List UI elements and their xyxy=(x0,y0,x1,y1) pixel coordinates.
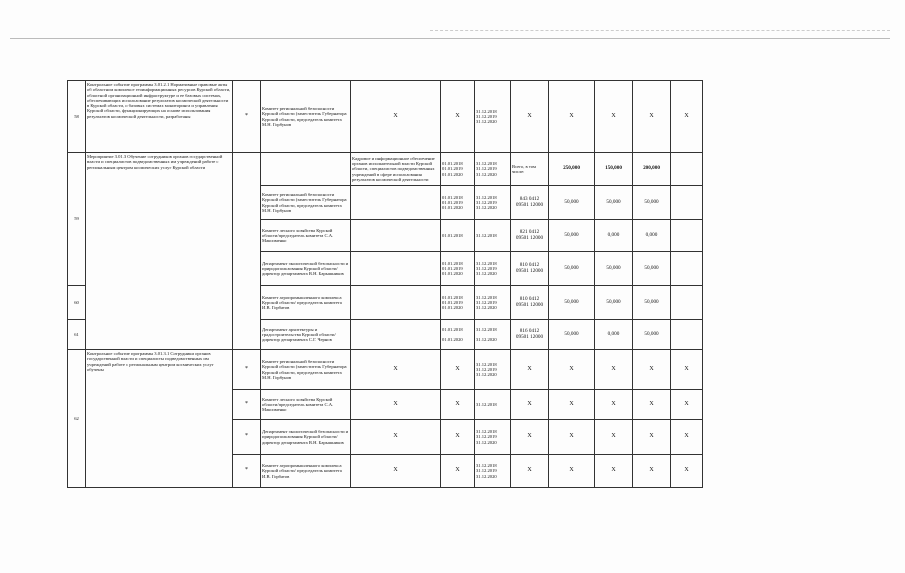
x-cell: X xyxy=(351,390,441,420)
end-dates: 31.12.2018 31.12.2019 31.12.2020 xyxy=(475,286,511,320)
end-dates: 31.12.2018 31.12.2019 31.12.2020 xyxy=(475,350,511,390)
page-rule-dashed xyxy=(430,30,890,31)
empty-cell xyxy=(671,220,703,252)
empty-cell xyxy=(671,286,703,320)
row-number: 60 xyxy=(68,286,86,320)
start-dates: 01.01.2018 01.01.2019 01.01.2020 xyxy=(441,186,475,220)
responsible-executor: Комитет региональной безопасности Курской области (заместитель Губернатора Курской области, председатель комитета М.Н. Горбунов xyxy=(261,81,351,153)
x-cell: X xyxy=(633,455,671,488)
amount-2020: 50,000 xyxy=(633,186,671,220)
empty-cell xyxy=(671,320,703,350)
table-row xyxy=(68,153,703,186)
marker-cell: * xyxy=(233,81,261,153)
page-rule xyxy=(10,38,890,39)
amount-2018: 50,000 xyxy=(549,220,595,252)
x-cell: X xyxy=(549,420,595,455)
start-dates: 01.01.2018 01.01.2019 01.01.2020 xyxy=(441,286,475,320)
x-cell: X xyxy=(351,455,441,488)
start-dates: 01.01.2018 01.01.2019 01.01.2020 xyxy=(441,153,475,186)
row-number: 61 xyxy=(68,320,86,350)
x-cell: X xyxy=(511,390,549,420)
x-cell: X xyxy=(441,81,475,153)
x-cell: X xyxy=(441,390,475,420)
end-dates: 31.12.2018 31.12.2019 31.12.2020 xyxy=(475,455,511,488)
responsible-executor: Департамент экологической безопасности и природопользования Курской области/ директор департамента В.Н. Барышников xyxy=(261,252,351,286)
amount-2018: 50,000 xyxy=(549,286,595,320)
empty-cell xyxy=(671,186,703,220)
responsible-executor: Комитет лесного хозяйства Курской области/председатель комитета С.А. Максименко xyxy=(261,390,351,420)
empty-cell xyxy=(351,286,441,320)
responsible-executor: Комитет региональной безопасности Курской области (заместитель Губернатора Курской области, председатель комитета М.Н. Горбунов xyxy=(261,186,351,220)
x-cell: X xyxy=(511,350,549,390)
amount-2019: 150,000 xyxy=(595,153,633,186)
end-dates: 31.12.2018 31.12.2019 31.12.2020 xyxy=(475,252,511,286)
x-cell: X xyxy=(633,390,671,420)
empty-cell xyxy=(671,252,703,286)
responsible-executor: Комитет агропромышленного комплекса Курской области/ председатель комитета И.В. Горбатов xyxy=(261,286,351,320)
event-description: Мероприятие 3.01.3 Обучение сотрудников органов государственной власти и специалистов подведомственных им учреждений работе с региональным центром космических услуг Курской области xyxy=(86,153,233,350)
amount-2020: 50,000 xyxy=(633,286,671,320)
end-dates: 31.12.2018 31.12.2019 31.12.2020 xyxy=(475,420,511,455)
x-cell: X xyxy=(351,81,441,153)
x-cell: X xyxy=(511,420,549,455)
expected-result: Кадровое и информационное обеспечение органов исполнительной власти Курской области, специалистов подведомственных учреждений в сфере использования результатов космической деятельности xyxy=(351,153,441,186)
row-number: 59 xyxy=(68,153,86,286)
amount-2020: 200,000 xyxy=(633,153,671,186)
x-cell: X xyxy=(441,420,475,455)
x-cell: X xyxy=(549,390,595,420)
amount-2019: 50,000 xyxy=(595,286,633,320)
amount-2020: 50,000 xyxy=(633,320,671,350)
x-cell: X xyxy=(595,390,633,420)
amount-2020: 50,000 xyxy=(633,252,671,286)
end-dates: 31.12.2018 31.12.2020 xyxy=(475,320,511,350)
x-cell: X xyxy=(671,81,703,153)
marker-cell: * xyxy=(233,350,261,390)
x-cell: X xyxy=(549,350,595,390)
x-cell: X xyxy=(549,81,595,153)
x-cell: X xyxy=(595,420,633,455)
marker-cell: * xyxy=(233,420,261,455)
amount-2019: 0,000 xyxy=(595,220,633,252)
amount-2020: 0,000 xyxy=(633,220,671,252)
x-cell: X xyxy=(633,81,671,153)
row-number: 58 xyxy=(68,81,86,153)
x-cell: X xyxy=(351,350,441,390)
responsible-executor: Комитет агропромышленного комплекса Курской области/ председатель комитета И.В. Горбатов xyxy=(261,455,351,488)
table-row xyxy=(68,81,703,153)
end-dates: 31.12.2018 31.12.2019 31.12.2020 xyxy=(475,153,511,186)
amount-2018: 50,000 xyxy=(549,320,595,350)
responsible-executor: Департамент архитектуры и градостроительства Курской области/ директор департамента С.Г. Чернов xyxy=(261,320,351,350)
amount-2018: 250,000 xyxy=(549,153,595,186)
table-row xyxy=(68,350,703,390)
end-dates: 31.12.2018 xyxy=(475,390,511,420)
amount-2018: 50,000 xyxy=(549,186,595,220)
x-cell: X xyxy=(549,455,595,488)
budget-code: 810 0412 09501 12000 xyxy=(511,252,549,286)
x-cell: X xyxy=(671,420,703,455)
budget-code: 810 0412 09501 12000 xyxy=(511,286,549,320)
amount-2019: 50,000 xyxy=(595,252,633,286)
empty-cell xyxy=(351,220,441,252)
budget-code: 821 0412 09501 12000 xyxy=(511,220,549,252)
empty-cell xyxy=(351,186,441,220)
x-cell: X xyxy=(671,455,703,488)
budget-code: 843 0412 09501 12000 xyxy=(511,186,549,220)
end-dates: 31.12.2018 31.12.2019 31.12.2020 xyxy=(475,186,511,220)
x-cell: X xyxy=(595,455,633,488)
amount-2019: 50,000 xyxy=(595,186,633,220)
amount-2018: 50,000 xyxy=(549,252,595,286)
x-cell: X xyxy=(595,81,633,153)
x-cell: X xyxy=(441,455,475,488)
x-cell: X xyxy=(633,420,671,455)
x-cell: X xyxy=(511,81,549,153)
marker-cell xyxy=(233,153,261,350)
start-dates: 01.01.2018 01.01.2019 01.01.2020 xyxy=(441,252,475,286)
x-cell: X xyxy=(671,350,703,390)
x-cell: X xyxy=(511,455,549,488)
end-dates: 31.12.2018 xyxy=(475,220,511,252)
x-cell: X xyxy=(671,390,703,420)
budget-code: Всего, в том числе: xyxy=(511,153,549,186)
row-number: 62 xyxy=(68,350,86,488)
budget-code: 816 0412 09501 12000 xyxy=(511,320,549,350)
marker-cell: * xyxy=(233,390,261,420)
x-cell: X xyxy=(351,420,441,455)
empty-cell xyxy=(671,153,703,186)
responsible-executor: Комитет региональной безопасности Курской области (заместитель Губернатора Курской области, председатель комитета М.Н. Горбунов xyxy=(261,350,351,390)
x-cell: X xyxy=(441,350,475,390)
x-cell: X xyxy=(633,350,671,390)
program-table xyxy=(67,80,703,488)
amount-2019: 0,000 xyxy=(595,320,633,350)
x-cell: X xyxy=(595,350,633,390)
start-dates: 01.01.2018 01.01.2020 xyxy=(441,320,475,350)
empty-cell xyxy=(351,252,441,286)
start-dates: 01.01.2018 xyxy=(441,220,475,252)
responsible-executor: Департамент экологической безопасности и природопользования Курской области/ директор департамента В.Н. Барышников xyxy=(261,420,351,455)
end-dates: 31.12.2018 31.12.2019 31.12.2020 xyxy=(475,81,511,153)
event-description: Контрольное событие программы 3.01.3.1 Сотрудники органов государственной власти и специалисты подведомственных им учреждений работе с региональным центром космических услуг обучены xyxy=(86,350,233,488)
marker-cell: * xyxy=(233,455,261,488)
empty-cell xyxy=(351,320,441,350)
responsible-executor xyxy=(261,153,351,186)
responsible-executor: Комитет лесного хозяйства Курской области/председатель комитета С.А. Максименко xyxy=(261,220,351,252)
event-description: Контрольное событие программы 3.01.2.1 Нормативные правовые акты об областном комплексе геоинформационных ресурсов Курской области, областной организационной инфраструктуре и ее базовых системах, обеспечивающих использование результатов космической деятельности в Курской области, о базовых системах мониторинга и управления Курской области, функционирующих на основе использования результатов космической деятельности, разработаны xyxy=(86,81,233,153)
